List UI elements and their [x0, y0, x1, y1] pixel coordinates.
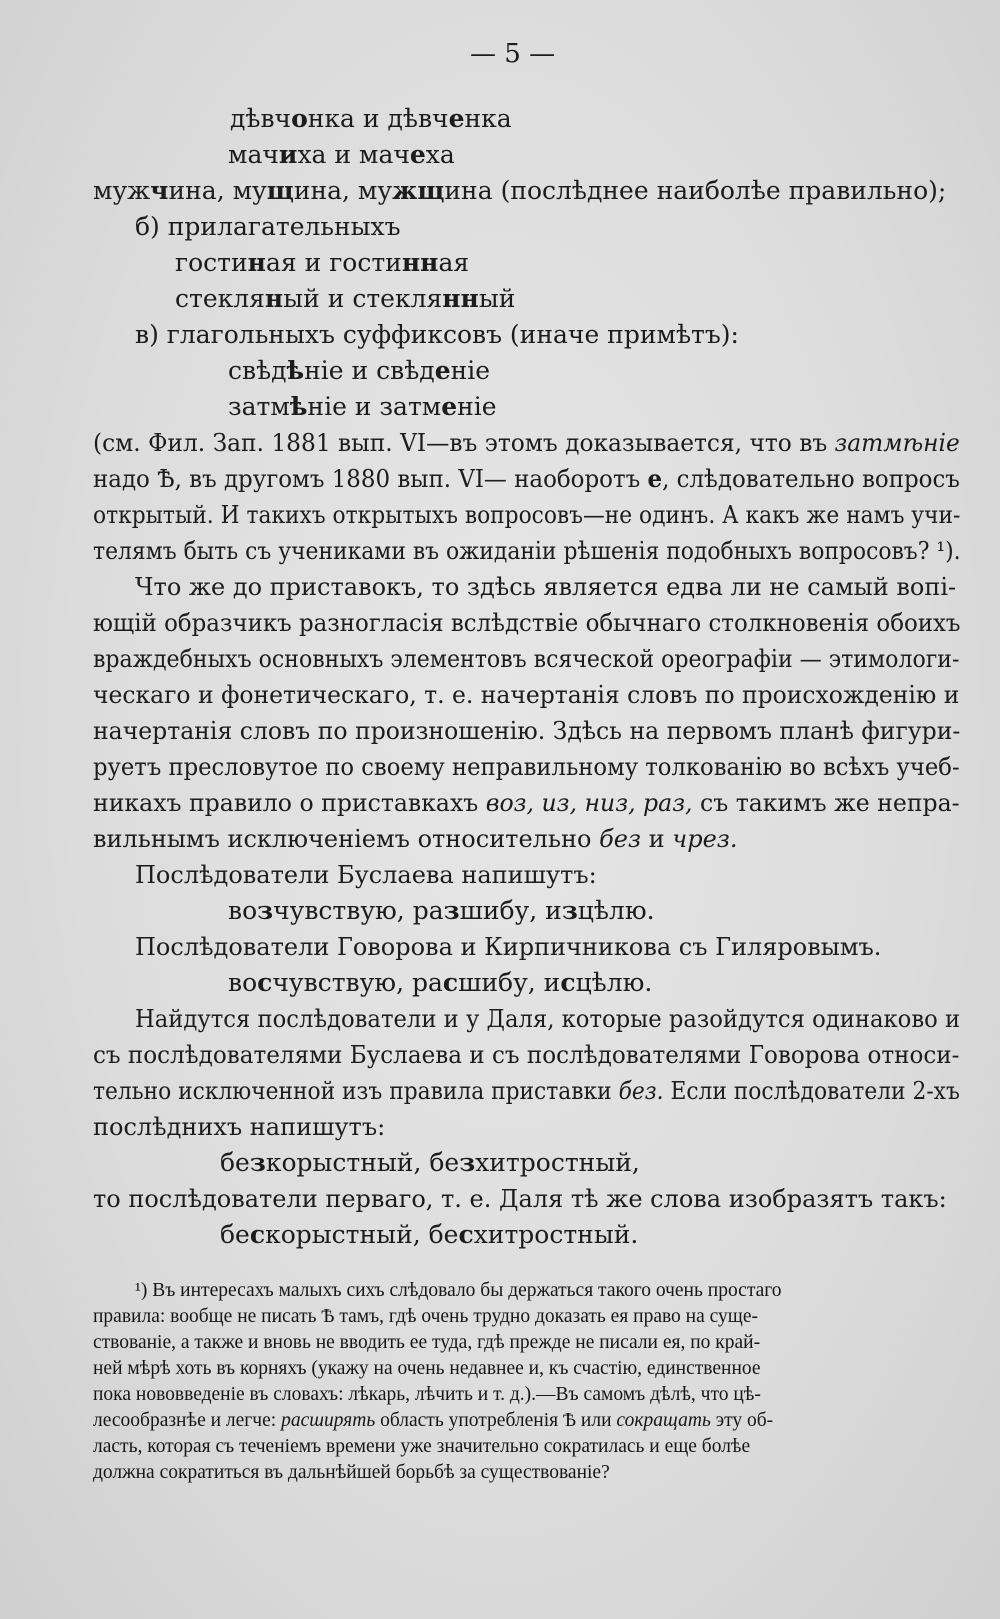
emphasis-letter: с — [257, 968, 273, 997]
text-line-25 — [228, 967, 652, 999]
text-line-27: съ послѣдователями Буслаева и съ послѣдователями Говорова относи- — [93, 1041, 960, 1069]
footnote-line-5: пока нововведеніе въ словахъ: лѣкарь, лѣчить и т. д.).—Въ самомъ дѣлѣ, что цѣ- — [93, 1384, 761, 1405]
text-line-31: то послѣдователи перваго, т. е. Даля тѣ же слова изобразятъ такъ: — [93, 1185, 947, 1213]
word-part: бе — [220, 1220, 250, 1249]
text-line-21 — [93, 823, 738, 855]
emphasis-letter: з — [443, 896, 460, 925]
word-part: корыстный, бе — [265, 1220, 459, 1249]
text-line-26: Найдутся послѣдователи и у Даля, которые разойдутся одинаково и — [135, 1005, 961, 1033]
word-part: чувствую, ра — [273, 896, 444, 925]
italic-word: без — [599, 825, 642, 853]
text-run: область употребленія Ѣ или — [375, 1410, 617, 1431]
text-line-13: телямъ быть съ учениками въ ожиданіи рѣшенія подобныхъ вопросовъ? ¹). — [93, 537, 961, 565]
word-part: гости — [175, 248, 248, 277]
text-line-15: ющій образчикъ разногласія вслѣдствіе обычнаго столкновенія обоихъ — [93, 609, 961, 637]
word-part: шибу, и — [459, 896, 562, 925]
text-line-28 — [93, 1075, 960, 1107]
text-line-5 — [175, 247, 469, 279]
italic-word: расширять — [281, 1410, 376, 1431]
word-part: во — [228, 896, 258, 925]
word-part: ніе и свѣд — [304, 356, 435, 385]
text-line-10 — [93, 427, 960, 459]
italic-word: сокращать — [616, 1410, 711, 1431]
footnote-line-2: правила: вообще не писать Ѣ тамъ, гдѣ очень трудно доказать ея право на суще- — [93, 1306, 758, 1327]
text-line-8 — [228, 355, 490, 387]
text-line-3 — [93, 175, 946, 207]
word-part: ха — [425, 140, 455, 169]
emphasis-letter: ч — [150, 176, 169, 205]
word-part: ая — [438, 248, 470, 277]
word-part: нка и дѣвч — [307, 104, 449, 133]
word-part: шибу, и — [458, 968, 561, 997]
text-line-12: открытый. И такихъ открытыхъ вопросовъ—не одинъ. А какъ же намъ учи- — [93, 501, 961, 529]
word-part: мач — [228, 140, 279, 169]
word-part: ина (послѣднее наиболѣе правильно); — [444, 176, 947, 205]
text-line-17: ческаго и фонетическаго, т. е. начертанія словъ по происхожденію и — [93, 681, 960, 709]
text-run: тельно исключенной изъ правила приставки — [93, 1077, 619, 1105]
text-run: лесообразнѣе и легче: — [93, 1410, 282, 1431]
text-line-11 — [93, 463, 960, 495]
text-run: съ такимъ же непра- — [692, 789, 960, 817]
emphasis-letter: ѣ — [289, 392, 308, 421]
emphasis-letter: с — [442, 968, 459, 997]
text-run: и — [641, 825, 673, 853]
text-line-9 — [228, 391, 497, 423]
footnote-line-8: должна сократиться въ дальнѣйшей борьбѣ за существованіе? — [93, 1462, 610, 1483]
word-part: корыстный, бе — [265, 1148, 460, 1177]
word-part: цѣлю. — [577, 896, 655, 925]
text-line-19: руетъ пресловутое по своему неправильному толкованію во всѣхъ учеб- — [93, 753, 960, 781]
text-line-22: Послѣдователи Буслаева напишутъ: — [135, 861, 597, 889]
word-part: ая и гости — [265, 248, 402, 277]
word-part: ина, му — [168, 176, 267, 205]
emphasis-letter: о — [291, 104, 308, 133]
emphasis-letter: ѣ — [286, 356, 305, 385]
footnote-line-3: ствованіе, а также и вновь не вводить ее туда, гдѣ прежде не писали ея, по край- — [93, 1332, 761, 1353]
word-part: во — [228, 968, 258, 997]
word-part: стекля — [175, 284, 265, 313]
word-part: ніе — [457, 392, 497, 421]
emphasis-letter: з — [249, 1148, 266, 1177]
footnote-line-1: ¹) Въ интересахъ малыхъ сихъ слѣдовало бы держаться такого очень простаго — [135, 1280, 782, 1301]
text-line-7: в) глагольныхъ суффиксовъ (иначе примѣтъ): — [135, 320, 739, 349]
word-part: цѣлю. — [575, 968, 653, 997]
text-line-32 — [220, 1219, 638, 1251]
text-line-30 — [220, 1147, 640, 1179]
emphasis-letter: е — [647, 464, 663, 493]
footnote-line-7: ласть, которая съ теченіемъ времени уже значительно сократилась и еще болѣе — [93, 1436, 751, 1457]
word-part: свѣд — [228, 356, 287, 385]
text-line-2 — [228, 139, 455, 171]
emphasis-letter: н — [264, 284, 284, 313]
text-line-1 — [230, 103, 512, 135]
text-run: (см. Фил. Зап. 1881 вып. VI—въ этомъ доказывается, что въ — [93, 429, 835, 457]
emphasis-letter: жщ — [392, 176, 445, 205]
emphasis-letter: нн — [401, 248, 439, 277]
word-part: ый и стекля — [283, 284, 443, 313]
emphasis-letter: е — [441, 392, 458, 421]
text-run: никахъ правило о приставкахъ — [93, 789, 486, 817]
emphasis-letter: нн — [442, 284, 479, 313]
italic-word: чрез. — [672, 825, 738, 853]
text-line-23 — [228, 895, 655, 927]
emphasis-letter: е — [434, 356, 451, 385]
text-line-16: враждебныхъ основныхъ элементовъ всяческой ореографіи — этимологи- — [93, 645, 960, 673]
text-line-14: Что же до приставокъ, то здѣсь является едва ли не самый вопі- — [135, 573, 957, 601]
italic-word: затмѣніе — [834, 429, 960, 457]
word-part: чувствую, ра — [272, 968, 443, 997]
word-part: хитростный. — [473, 1220, 639, 1249]
text-run: эту об- — [710, 1410, 774, 1431]
text-line-6 — [175, 283, 515, 315]
emphasis-letter: з — [257, 896, 274, 925]
word-part: ніе и затм — [307, 392, 442, 421]
text-line-29: послѣднихъ напишутъ: — [93, 1113, 386, 1141]
text-line-20 — [93, 787, 960, 819]
word-part: хитростный, — [475, 1148, 640, 1177]
italic-word: без. — [618, 1077, 664, 1105]
emphasis-letter: е — [448, 104, 465, 133]
text-run: вильнымъ исключеніемъ относительно — [93, 825, 600, 853]
word-part: муж — [93, 176, 151, 205]
emphasis-letter: с — [249, 1220, 266, 1249]
word-part: ніе — [450, 356, 491, 385]
text-line-18: начертанія словъ по произношенію. Здѣсь на первомъ планѣ фигури- — [93, 717, 961, 745]
text-line-4: б) прилагательныхъ — [135, 212, 401, 241]
text-run: Если послѣдователи 2-хъ — [663, 1077, 960, 1105]
word-part: бе — [220, 1148, 250, 1177]
page-number: — 5 — — [470, 39, 556, 69]
word-part: ина, му — [293, 176, 393, 205]
italic-words: воз, из, низ, раз, — [485, 789, 693, 817]
word-part: ый — [478, 284, 516, 313]
word-part: дѣвч — [230, 104, 292, 133]
word-part: ха и мач — [297, 140, 410, 169]
word-part: нка — [464, 104, 512, 133]
emphasis-letter: е — [409, 140, 426, 169]
text-line-24: Послѣдователи Говорова и Кирпичникова съ Гиляровымъ. — [135, 933, 882, 961]
emphasis-letter: с — [560, 968, 576, 997]
emphasis-letter: з — [459, 1148, 476, 1177]
footnote-line-4: ней мѣрѣ хоть въ корняхъ (укажу на очень недавнее и, къ счастію, единственное — [93, 1358, 761, 1379]
word-part: затм — [228, 392, 290, 421]
footnote-line-6 — [93, 1408, 773, 1434]
text-run: надо Ѣ, въ другомъ 1880 вып. VI— наоборотъ — [93, 465, 648, 493]
emphasis-letter: з — [561, 896, 578, 925]
emphasis-letter: щ — [266, 176, 294, 205]
emphasis-letter: н — [247, 248, 266, 277]
emphasis-letter: и — [278, 140, 298, 169]
emphasis-letter: с — [458, 1220, 474, 1249]
text-run: , слѣдовательно вопросъ — [662, 465, 960, 493]
